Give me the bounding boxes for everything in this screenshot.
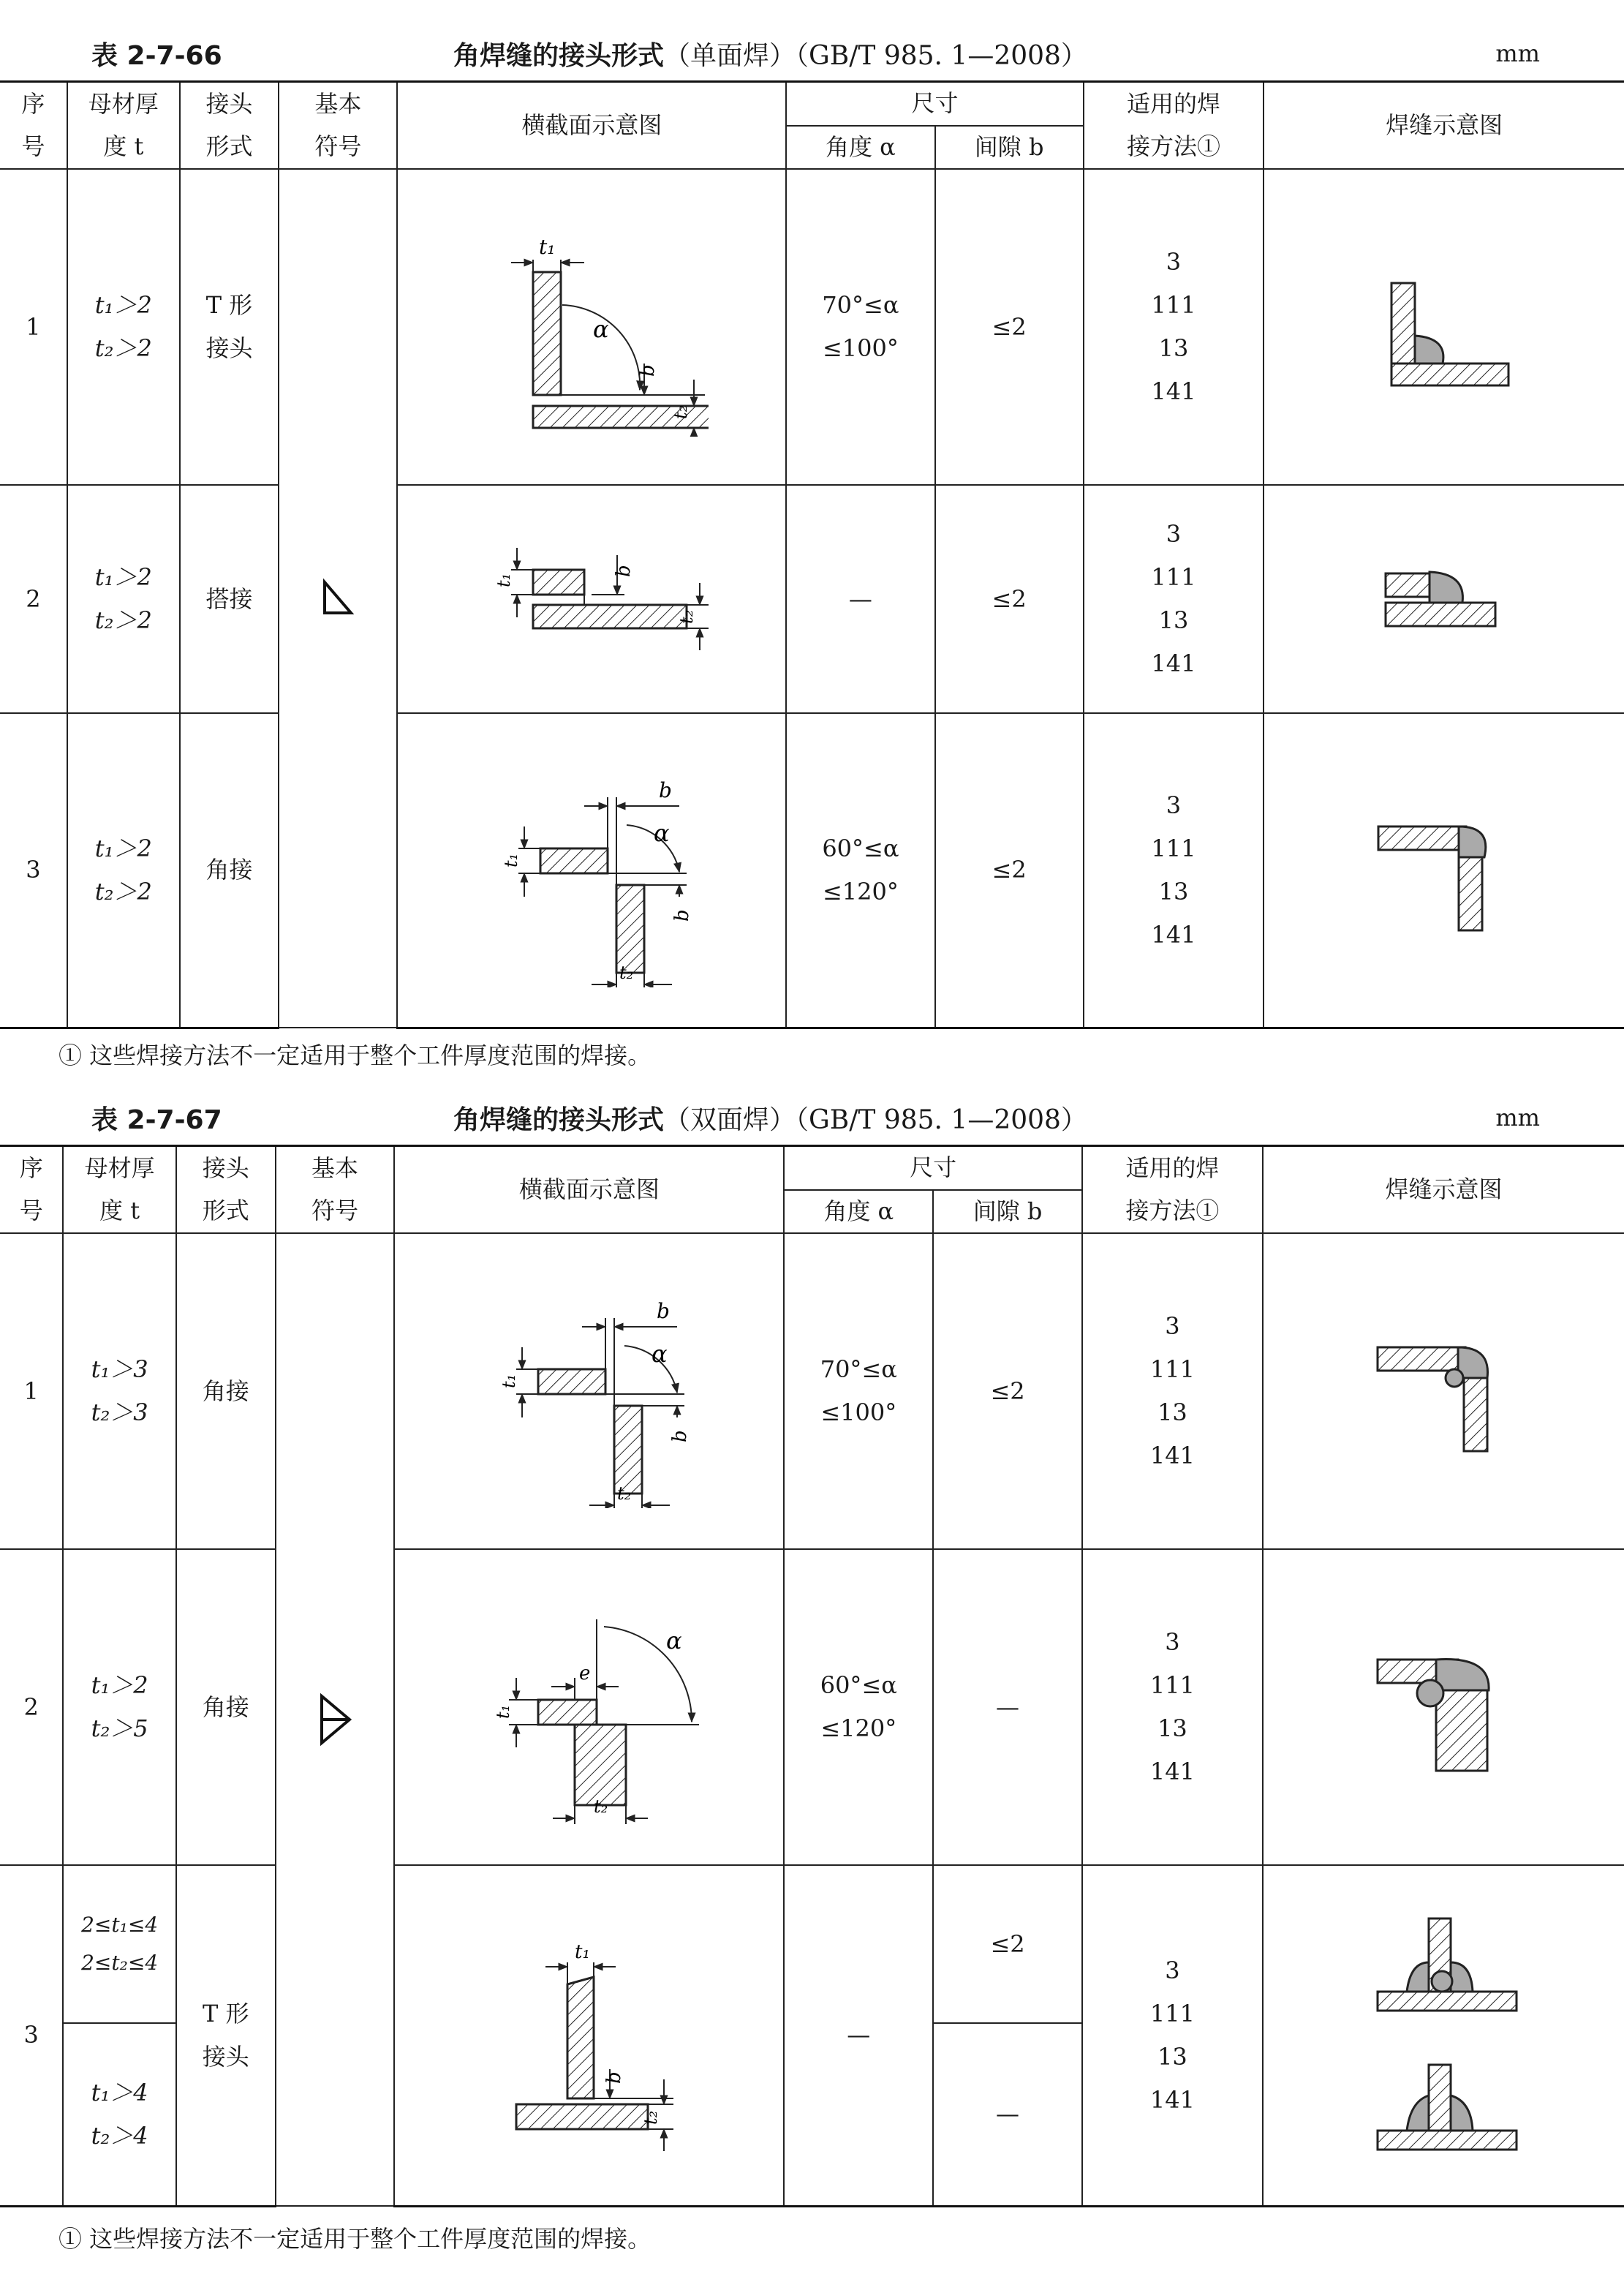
section-diagram-corner-joint: [397, 713, 786, 1028]
t2-label: t₂: [671, 404, 692, 420]
section-diagram-t-joint: [397, 169, 786, 485]
table2-title-line: [0, 1093, 1624, 1137]
t-joint-section-icon: [475, 217, 709, 437]
row-gap: ≤2: [933, 1233, 1082, 1549]
b-label: b: [637, 364, 660, 377]
alpha-label: α: [593, 315, 609, 344]
row-joint: 搭接: [180, 485, 279, 713]
alpha-label: α: [651, 1340, 668, 1368]
section-diagram-corner-joint: [394, 1233, 784, 1549]
row-no: 2: [0, 1549, 63, 1865]
row-gap: ≤2: [935, 169, 1084, 485]
double-t-section-icon: [465, 1918, 714, 2153]
b-label-2: b: [671, 909, 694, 922]
header-thickness: 母材厚 度 t: [67, 82, 180, 170]
header-angle: 角度 α: [784, 1190, 933, 1234]
row-thickness: t₁＞2 t₂＞2: [67, 485, 180, 713]
t1-label: t₁: [539, 235, 556, 260]
section-diagram-corner-offset: [394, 1549, 784, 1865]
table2: [0, 1145, 1624, 2207]
header-seq: 序 号: [0, 1146, 63, 1234]
table-row: [0, 485, 1624, 713]
corner-offset-weld-icon: [1356, 1630, 1531, 1784]
header-symbol: 基本 符号: [276, 1146, 395, 1234]
table-row: [0, 1549, 1624, 1865]
table1-footnote: ① 这些焊接方法不一定适用于整个工件厚度范围的焊接。: [58, 1042, 652, 1069]
double-fillet-weld-symbol-icon: [313, 1690, 357, 1749]
row-thickness: t₁＞2 t₂＞2: [67, 713, 180, 1028]
row-no: 3: [0, 713, 67, 1028]
row-thickness: t₁＞2 t₂＞2: [67, 169, 180, 485]
header-size: 尺寸: [784, 1146, 1082, 1190]
header-method: 适用的焊 接方法①: [1082, 1146, 1263, 1234]
header-weld: 焊缝示意图: [1264, 82, 1624, 170]
alpha-label: α: [665, 1627, 682, 1655]
table1-title: 角焊缝的接头形式（单面焊）（GB/T 985. 1—2008）: [453, 41, 1087, 71]
t2-label: t₂: [676, 609, 698, 625]
row-no: 3: [0, 1865, 63, 2206]
section-diagram-double-t: [394, 1865, 784, 2206]
row-joint: T 形 接头: [180, 169, 279, 485]
t1-label: t₁: [494, 573, 515, 588]
header-symbol: 基本 符号: [279, 82, 397, 170]
section-diagram-lap-joint: [397, 485, 786, 713]
row-methods: 3 111 13 141: [1082, 1549, 1263, 1865]
header-method: 适用的焊 接方法①: [1084, 82, 1264, 170]
table2-number: 表 2-7-67: [91, 1105, 222, 1135]
row-gap-a: ≤2: [933, 1865, 1082, 2023]
corner-joint-section-icon: [465, 1274, 714, 1508]
row-thickness-b: t₁＞4 t₂＞4: [63, 2023, 175, 2206]
row-no: 1: [0, 1233, 63, 1549]
t2-label: t₂: [619, 962, 634, 983]
weld-diagram-corner-joint: [1264, 713, 1624, 1028]
fillet-symbol-cell: [279, 169, 397, 1028]
double-fillet-symbol-cell: [276, 1233, 395, 2206]
e-label: e: [578, 1662, 591, 1685]
t1-label: t₁: [501, 853, 522, 867]
table1-title-line: [0, 29, 1624, 73]
table2-unit: mm: [1495, 1104, 1540, 1131]
fillet-weld-symbol-icon: [316, 576, 360, 620]
row-no: 1: [0, 169, 67, 485]
row-joint: 角接: [180, 713, 279, 1028]
row-methods: 3 111 13 141: [1082, 1865, 1263, 2206]
header-gap: 间隙 b: [933, 1190, 1082, 1234]
table1-number: 表 2-7-66: [91, 41, 222, 71]
double-t-weld-icon: [1356, 1904, 1531, 2167]
table-row: [0, 713, 1624, 1028]
weld-diagram-double-corner: [1263, 1233, 1624, 1549]
row-gap: ≤2: [935, 485, 1084, 713]
t1-label: t₁: [492, 1704, 513, 1720]
header-size: 尺寸: [786, 82, 1084, 126]
table-row: [0, 1233, 1624, 1549]
row-joint: T 形 接头: [176, 1865, 276, 2206]
row-methods: 3 111 13 141: [1084, 169, 1264, 485]
row-angle: 60°≤α ≤120°: [786, 713, 934, 1028]
table-row: [0, 1865, 1624, 2023]
t1-label: t₁: [498, 1374, 519, 1389]
header-section: 横截面示意图: [397, 82, 786, 170]
t2-label: t₂: [616, 1483, 632, 1505]
row-thickness-a: 2≤t₁≤4 2≤t₂≤4: [63, 1865, 175, 2023]
row-thickness: t₁＞2 t₂＞5: [63, 1549, 175, 1865]
row-methods: 3 111 13 141: [1084, 713, 1264, 1028]
corner-offset-section-icon: [465, 1590, 714, 1824]
row-angle: 70°≤α ≤100°: [786, 169, 934, 485]
double-corner-weld-icon: [1356, 1318, 1531, 1464]
alpha-label: α: [654, 818, 670, 847]
t1-label: t₁: [574, 1940, 590, 1963]
corner-joint-weld-icon: [1356, 797, 1532, 944]
row-angle: —: [784, 1865, 933, 2206]
t2-label: t₂: [640, 2110, 661, 2125]
row-methods: 3 111 13 141: [1082, 1233, 1263, 1549]
header-joint: 接头 形式: [180, 82, 279, 170]
header-weld: 焊缝示意图: [1263, 1146, 1624, 1234]
table1: [0, 80, 1624, 1029]
table2-title: 角焊缝的接头形式（双面焊）（GB/T 985. 1—2008）: [453, 1105, 1087, 1135]
b-label-2: b: [668, 1430, 691, 1443]
row-angle: 70°≤α ≤100°: [784, 1233, 933, 1549]
header-thickness: 母材厚 度 t: [63, 1146, 175, 1234]
b-label: b: [603, 2071, 625, 2084]
lap-joint-section-icon: [467, 526, 716, 672]
row-angle: 60°≤α ≤120°: [784, 1549, 933, 1865]
row-no: 2: [0, 485, 67, 713]
header-seq: 序 号: [0, 82, 67, 170]
row-angle: —: [786, 485, 934, 713]
row-gap: ≤2: [935, 713, 1084, 1028]
header-gap: 间隙 b: [935, 126, 1084, 170]
t-joint-weld-icon: [1356, 254, 1532, 400]
row-thickness: t₁＞3 t₂＞3: [63, 1233, 175, 1549]
table2-footnote: ① 这些焊接方法不一定适用于整个工件厚度范围的焊接。: [58, 2225, 652, 2253]
row-gap: —: [933, 1549, 1082, 1865]
t2-label: t₂: [593, 1796, 608, 1818]
b-label: b: [659, 777, 673, 802]
weld-diagram-double-t: [1263, 1865, 1624, 2206]
lap-joint-weld-icon: [1356, 544, 1532, 654]
weld-diagram-lap-joint: [1264, 485, 1624, 713]
row-joint: 角接: [176, 1549, 276, 1865]
row-joint: 角接: [176, 1233, 276, 1549]
b-label: b: [613, 565, 635, 578]
table1-unit: mm: [1495, 39, 1540, 67]
table-row: [0, 169, 1624, 485]
row-gap-b: —: [933, 2023, 1082, 2206]
header-angle: 角度 α: [786, 126, 934, 170]
b-label: b: [656, 1299, 670, 1324]
row-methods: 3 111 13 141: [1084, 485, 1264, 713]
header-section: 横截面示意图: [394, 1146, 784, 1234]
corner-joint-section-icon: [467, 753, 716, 987]
weld-diagram-corner-offset: [1263, 1549, 1624, 1865]
header-joint: 接头 形式: [176, 1146, 276, 1234]
weld-diagram-t-joint: [1264, 169, 1624, 485]
